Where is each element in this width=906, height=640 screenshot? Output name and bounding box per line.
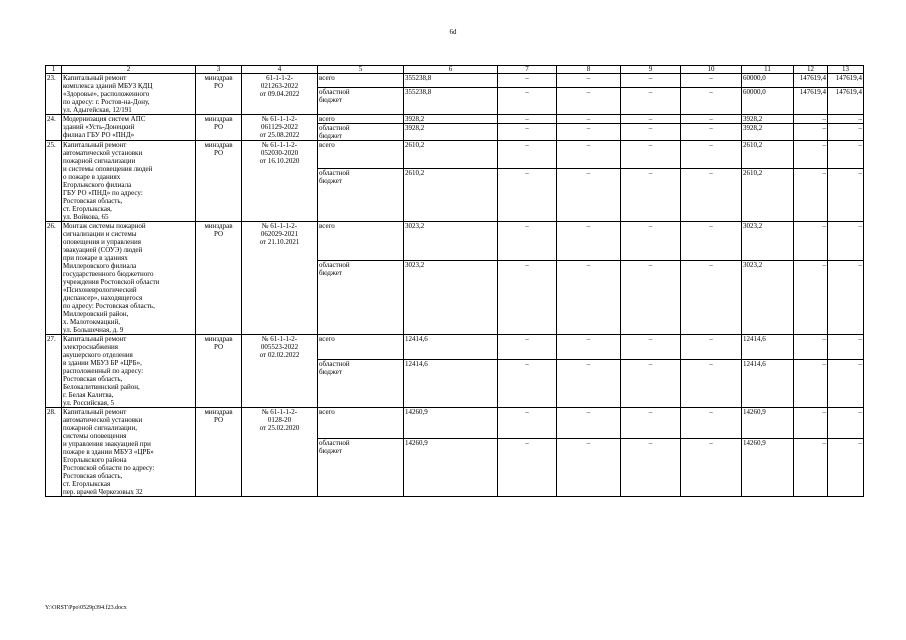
row-number: 23. bbox=[46, 74, 62, 115]
amount-c12: – bbox=[794, 360, 828, 408]
amount-c10: – bbox=[681, 141, 742, 169]
amount-c11: 3023,2 bbox=[742, 222, 794, 261]
amount-c7: – bbox=[498, 360, 557, 408]
amount-c8: – bbox=[557, 408, 621, 439]
funding-source: всего bbox=[318, 115, 404, 124]
responsible-org: минздрав РО bbox=[196, 141, 242, 222]
amount-c10: – bbox=[681, 335, 742, 360]
amount-c13: 147619,4 bbox=[828, 88, 864, 115]
expertise-doc: № 61-1-1-2- 062029-2021 от 21.10.2021 bbox=[242, 222, 318, 335]
amount-c10: – bbox=[681, 74, 742, 88]
amount-c7: – bbox=[498, 124, 557, 141]
header-cell: 11 bbox=[742, 66, 794, 74]
header-cell: 10 bbox=[681, 66, 742, 74]
amount-c9: – bbox=[621, 438, 681, 496]
amount-c10: – bbox=[681, 169, 742, 222]
amount-c7: – bbox=[498, 335, 557, 360]
expertise-doc: № 61-1-1-2- 005523-2022 от 02.02.2022 bbox=[242, 335, 318, 408]
amount-c12: 147619,4 bbox=[794, 74, 828, 88]
header-cell: 2 bbox=[62, 66, 196, 74]
column-number-row bbox=[46, 66, 864, 74]
amount-c11: 3023,2 bbox=[742, 261, 794, 335]
amount-c12: – bbox=[794, 141, 828, 169]
amount-c11: 12414,6 bbox=[742, 335, 794, 360]
object-name: Модернизация систем АПС зданий «Усть-Донецкий филиал ГБУ РО «ПНД» bbox=[62, 115, 196, 141]
amount-c13: – bbox=[828, 169, 864, 222]
amount-c10: – bbox=[681, 124, 742, 141]
amount-c13: – bbox=[828, 124, 864, 141]
page-number: 6d bbox=[449, 28, 457, 36]
amount-c13: – bbox=[828, 115, 864, 124]
amount-c11: 2610,2 bbox=[742, 169, 794, 222]
amount-c12: – bbox=[794, 115, 828, 124]
file-path-footer: Y:\ORST\Ppo\0529p394.f23.docx bbox=[45, 605, 127, 611]
amount-c8: – bbox=[557, 222, 621, 261]
amount-c11: 14260,9 bbox=[742, 438, 794, 496]
amount-c11: 14260,9 bbox=[742, 408, 794, 439]
responsible-org: минздрав РО bbox=[196, 222, 242, 335]
amount-c8: – bbox=[557, 335, 621, 360]
header-cell: 1 bbox=[46, 66, 62, 74]
amount-c6: 3928,2 bbox=[404, 115, 498, 124]
amount-c7: – bbox=[498, 261, 557, 335]
object-name: Капитальный ремонт автоматической установки пожарной сигнализации, системы оповещения и управления эвакуацией при пожаре в здании МБУЗ «ЦРБ» Егорлыкского района Ростовской области по адресу: Ростовская область, ст. Егорлыкская пер. врачей Черкезовых 32 bbox=[62, 408, 196, 497]
table-row bbox=[46, 335, 864, 360]
budget-table bbox=[45, 65, 864, 497]
funding-source: всего bbox=[318, 222, 404, 261]
amount-c7: – bbox=[498, 438, 557, 496]
header-cell: 3 bbox=[196, 66, 242, 74]
amount-c12: – bbox=[794, 408, 828, 439]
row-number: 25. bbox=[46, 141, 62, 222]
amount-c10: – bbox=[681, 88, 742, 115]
amount-c10: – bbox=[681, 360, 742, 408]
row-number: 24. bbox=[46, 115, 62, 141]
amount-c9: – bbox=[621, 88, 681, 115]
amount-c13: – bbox=[828, 408, 864, 439]
amount-c8: – bbox=[557, 360, 621, 408]
amount-c8: – bbox=[557, 169, 621, 222]
amount-c6: 3023,2 bbox=[404, 222, 498, 261]
amount-c10: – bbox=[681, 115, 742, 124]
amount-c7: – bbox=[498, 74, 557, 88]
amount-c13: – bbox=[828, 141, 864, 169]
object-name: Капитальный ремонт автоматической установки пожарной сигнализации и системы оповещения людей о пожаре в зданиях Егорлыкского филиала ГБУ РО «ПНД» по адресу: Ростовская область, ст. Егорлыкская, ул. Войкова, 65 bbox=[62, 141, 196, 222]
amount-c9: – bbox=[621, 335, 681, 360]
amount-c6: 2610,2 bbox=[404, 169, 498, 222]
responsible-org: минздрав РО bbox=[196, 335, 242, 408]
amount-c13: – bbox=[828, 438, 864, 496]
amount-c7: – bbox=[498, 222, 557, 261]
amount-c9: – bbox=[621, 124, 681, 141]
amount-c12: – bbox=[794, 169, 828, 222]
funding-source: областной бюджет bbox=[318, 88, 404, 115]
amount-c9: – bbox=[621, 408, 681, 439]
expertise-doc: № 61-1-1-2- 052030-2020 от 16.10.2020 bbox=[242, 141, 318, 222]
amount-c9: – bbox=[621, 74, 681, 88]
amount-c10: – bbox=[681, 408, 742, 439]
amount-c13: – bbox=[828, 360, 864, 408]
row-number: 27. bbox=[46, 335, 62, 408]
amount-c8: – bbox=[557, 115, 621, 124]
amount-c12: – bbox=[794, 222, 828, 261]
amount-c13: – bbox=[828, 222, 864, 261]
amount-c6: 3928,2 bbox=[404, 124, 498, 141]
header-cell: 8 bbox=[557, 66, 621, 74]
amount-c7: – bbox=[498, 141, 557, 169]
amount-c9: – bbox=[621, 141, 681, 169]
expertise-doc: № 61-1-1-2- 061129-2022 от 25.08.2022 bbox=[242, 115, 318, 141]
amount-c8: – bbox=[557, 438, 621, 496]
table-row bbox=[46, 408, 864, 439]
amount-c6: 355238,8 bbox=[404, 88, 498, 115]
amount-c12: 147619,4 bbox=[794, 88, 828, 115]
table-row bbox=[46, 141, 864, 169]
header-cell: 5 bbox=[318, 66, 404, 74]
amount-c8: – bbox=[557, 261, 621, 335]
funding-source: областной бюджет bbox=[318, 438, 404, 496]
amount-c7: – bbox=[498, 115, 557, 124]
amount-c11: 60000,0 bbox=[742, 88, 794, 115]
responsible-org: минздрав РО bbox=[196, 74, 242, 115]
responsible-org: минздрав РО bbox=[196, 408, 242, 497]
row-number: 26. bbox=[46, 222, 62, 335]
amount-c13: – bbox=[828, 261, 864, 335]
amount-c8: – bbox=[557, 141, 621, 169]
amount-c6: 12414,6 bbox=[404, 335, 498, 360]
funding-source: всего bbox=[318, 335, 404, 360]
amount-c10: – bbox=[681, 222, 742, 261]
header-cell: 13 bbox=[828, 66, 864, 74]
table-row bbox=[46, 74, 864, 88]
funding-source: областной бюджет bbox=[318, 124, 404, 141]
amount-c8: – bbox=[557, 124, 621, 141]
amount-c7: – bbox=[498, 408, 557, 439]
amount-c9: – bbox=[621, 222, 681, 261]
table-row bbox=[46, 115, 864, 124]
amount-c11: 2610,2 bbox=[742, 141, 794, 169]
amount-c10: – bbox=[681, 438, 742, 496]
funding-source: всего bbox=[318, 408, 404, 439]
amount-c6: 14260,9 bbox=[404, 408, 498, 439]
amount-c7: – bbox=[498, 169, 557, 222]
amount-c6: 3023,2 bbox=[404, 261, 498, 335]
expertise-doc: № 61-1-1-2- 0128-20 от 25.02.2020 bbox=[242, 408, 318, 497]
amount-c10: – bbox=[681, 261, 742, 335]
amount-c11: 60000,0 bbox=[742, 74, 794, 88]
object-name: Капитальный ремонт комплекса зданий МБУЗ КДЦ «Здоровье», расположенного по адресу: г. Ростов-на-Дону, ул. Адыгейская, 12/191 bbox=[62, 74, 196, 115]
amount-c9: – bbox=[621, 261, 681, 335]
header-cell: 9 bbox=[621, 66, 681, 74]
amount-c11: 12414,6 bbox=[742, 360, 794, 408]
amount-c7: – bbox=[498, 88, 557, 115]
funding-source: областной бюджет bbox=[318, 360, 404, 408]
header-cell: 4 bbox=[242, 66, 318, 74]
row-number: 28. bbox=[46, 408, 62, 497]
amount-c6: 12414,6 bbox=[404, 360, 498, 408]
header-cell: 6 bbox=[404, 66, 498, 74]
amount-c12: – bbox=[794, 261, 828, 335]
table-row bbox=[46, 222, 864, 261]
amount-c8: – bbox=[557, 74, 621, 88]
amount-c13: 147619,4 bbox=[828, 74, 864, 88]
amount-c9: – bbox=[621, 169, 681, 222]
amount-c6: 14260,9 bbox=[404, 438, 498, 496]
header-cell: 12 bbox=[794, 66, 828, 74]
amount-c13: – bbox=[828, 335, 864, 360]
object-name: Монтаж системы пожарной сигнализации и системы оповещения и управления эвакуацией (СОУЭ) людей при пожаре в зданиях Миллеровского филиала государственного бюджетного учреждения Ростовской области «Психоневрологический диспансер», находящегося по адресу: Ростовская область, Миллеровский район, х. Малотокмацкий, ул. Большечная, д. 9 bbox=[62, 222, 196, 335]
amount-c12: – bbox=[794, 438, 828, 496]
funding-source: областной бюджет bbox=[318, 169, 404, 222]
amount-c9: – bbox=[621, 360, 681, 408]
amount-c11: 3928,2 bbox=[742, 124, 794, 141]
expertise-doc: 61-1-1-2- 021263-2022 от 09.04.2022 bbox=[242, 74, 318, 115]
amount-c12: – bbox=[794, 124, 828, 141]
responsible-org: минздрав РО bbox=[196, 115, 242, 141]
amount-c6: 355238,8 bbox=[404, 74, 498, 88]
amount-c12: – bbox=[794, 335, 828, 360]
amount-c6: 2610,2 bbox=[404, 141, 498, 169]
object-name: Капитальный ремонт электроснабжения акушерского отделения в здании МБУЗ БР «ЦРБ», расположенный по адресу: Ростовская область, Белокалитвинский район, г. Белая Калитва, ул. Российская, 5 bbox=[62, 335, 196, 408]
amount-c9: – bbox=[621, 115, 681, 124]
header-cell: 7 bbox=[498, 66, 557, 74]
funding-source: областной бюджет bbox=[318, 261, 404, 335]
amount-c11: 3928,2 bbox=[742, 115, 794, 124]
funding-source: всего bbox=[318, 141, 404, 169]
funding-source: всего bbox=[318, 74, 404, 88]
amount-c8: – bbox=[557, 88, 621, 115]
